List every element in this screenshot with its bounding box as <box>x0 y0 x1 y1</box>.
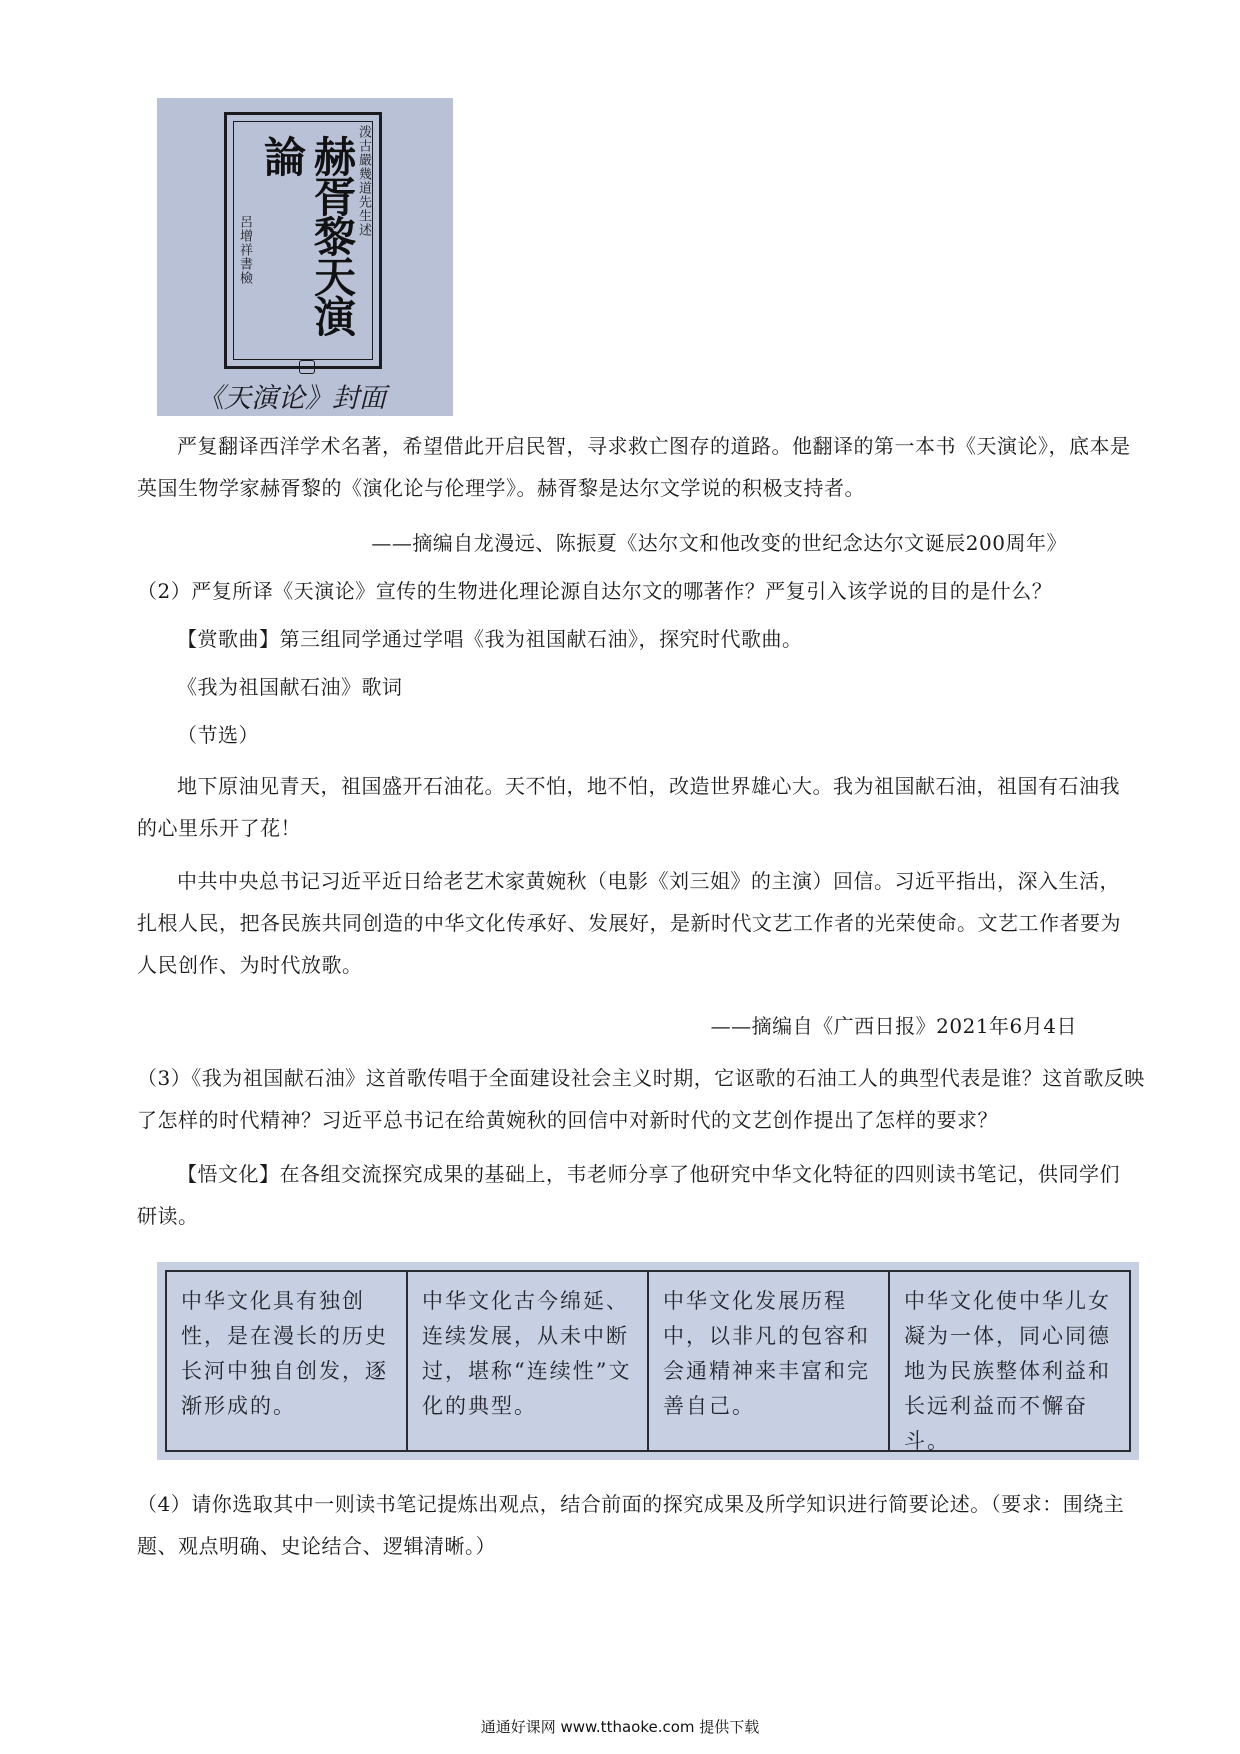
cover-title: 赫胥黎天演論 <box>258 135 357 335</box>
question-2: （2）严复所译《天演论》宣传的生物进化理论源自达尔文的哪著作？严复引入该学说的目的是什么？ <box>137 579 1053 603</box>
cover-frame <box>224 112 382 369</box>
reading-notes-table <box>165 1270 1131 1452</box>
cover-image <box>157 98 453 416</box>
reading-notes-image <box>157 1262 1139 1460</box>
song-excerpt-note: （节选） <box>177 723 259 747</box>
song-section-intro: 【赏歌曲】第三组同学通过学唱《我为祖国献石油》，探究时代歌曲。 <box>177 627 803 651</box>
cover-caption: 《天演论》封面 <box>197 383 386 414</box>
source-citation-1: ——摘编自龙漫远、陈振夏《达尔文和他改变的世纪念达尔文诞辰200周年》 <box>371 531 1067 555</box>
paragraph-yanfu: 严复翻译西洋学术名著，希望借此开启民智，寻求救亡图存的道路。他翻译的第一本书《天演论》，底本是英国生物学家赫胥黎的《演化论与伦理学》。赫胥黎是达尔文学说的积极支持者。 <box>137 434 1131 500</box>
cover-side-text-left: 呂增祥書檢 <box>237 215 252 285</box>
culture-section-intro: 【悟文化】在各组交流探究成果的基础上，韦老师分享了他研究中华文化特征的四则读书笔记，供同学们研读。 <box>137 1162 1120 1228</box>
paragraph-xi: 中共中央总书记习近平近日给老艺术家黄婉秋（电影《刘三姐》的主演）回信。习近平指出，深入生活，扎根人民，把各民族共同创造的中华文化传承好、发展好，是新时代文艺工作者的光荣使命。文艺工作者要为人民创作、为时代放歌。 <box>137 869 1121 977</box>
reading-note-4: 中华文化使中华儿女凝为一体，同心同德地为民族整体利益和长远利益而不懈奋斗。 <box>904 1289 1111 1453</box>
song-title: 《我为祖国献石油》歌词 <box>177 675 403 699</box>
reading-note-1: 中华文化具有独创性，是在漫长的历史长河中独自创发，逐渐形成的。 <box>167 1272 408 1450</box>
song-lyrics: 地下原油见青天，祖国盛开石油花。天不怕，地不怕，改造世界雄心大。我为祖国献石油，祖国有石油我的心里乐开了花！ <box>137 774 1120 840</box>
question-4: （4）请你选取其中一则读书笔记提炼出观点，结合前面的探究成果及所学知识进行简要论述。（要求：围绕主题、观点明确、史论结合、逻辑清晰。） <box>137 1492 1125 1558</box>
seal-icon <box>299 360 315 374</box>
page-footer: 通通好课网 www.tthaoke.com 提供下载 <box>480 1718 760 1736</box>
reading-note-2: 中华文化古今绵延、连续发展，从未中断过，堪称“连续性”文化的典型。 <box>408 1272 649 1450</box>
question-3: （3）《我为祖国献石油》这首歌传唱于全面建设社会主义时期，它讴歌的石油工人的典型代表是谁？这首歌反映了怎样的时代精神？习近平总书记在给黄婉秋的回信中对新时代的文艺创作提出了怎样的要求？ <box>137 1066 1145 1132</box>
source-citation-2: ——摘编自《广西日报》2021年6月4日 <box>710 1014 1077 1038</box>
reading-note-3: 中华文化发展历程中，以非凡的包容和会通精神来丰富和完善自己。 <box>649 1272 890 1450</box>
cover-side-text-right: 泼古嚴幾道先生述 <box>356 125 371 237</box>
